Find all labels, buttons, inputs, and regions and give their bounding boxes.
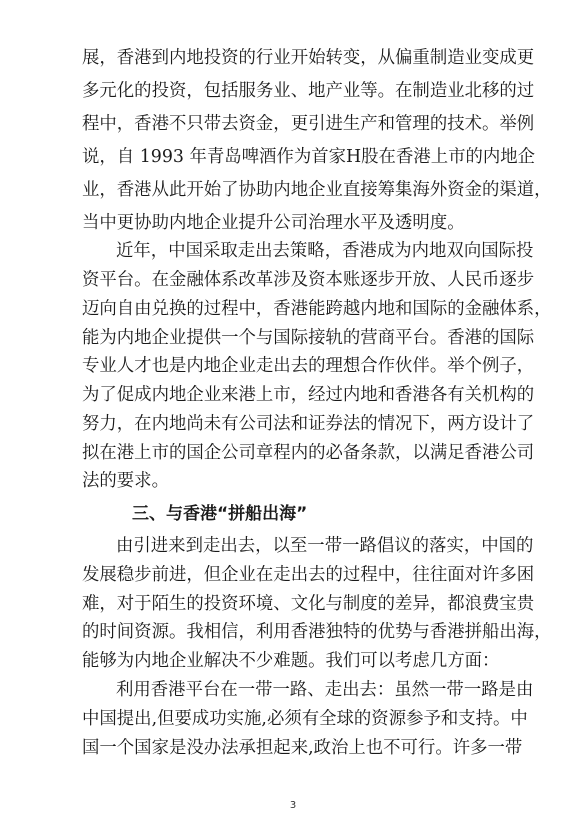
paragraph-2-line-7: 努力，在内地尚未有公司法和证券法的情况下，两方设计了 [82,414,535,434]
paragraph-4-line-2: 中国提出,但要成功实施,必须有全球的资源参予和支持。中 [82,709,528,729]
paragraph-1-line-6: 当中更协助内地企业提升公司治理水平及透明度。 [82,213,465,233]
paragraph-2-line-8: 拟在港上市的国企公司章程内的必备条款，以满足香港公司 [82,443,535,463]
paragraph-3-line-5: 能够为内地企业解决不少难题。我们可以考虑几方面： [82,651,500,671]
paragraph-4-line-1: 利用香港平台在一带一路、走出去：虽然一带一路是由 [116,680,534,700]
paragraph-2-line-9: 法的要求。 [82,471,169,491]
paragraph-3-line-2: 发展稳步前进，但企业在走出去的过程中，往往面对许多困 [82,565,535,585]
paragraph-2-line-3: 迈向自由兑换的过程中，香港能跨越内地和国际的金融体系， [82,299,552,319]
paragraph-3-line-4: 的时间资源。我相信，利用香港独特的优势与香港拼船出海， [82,622,552,642]
paragraph-1-line-4: 说，自 1993 年青岛啤酒作为首家H股在香港上市的内地企 [82,147,536,167]
paragraph-1-line-2: 多元化的投资，包括服务业、地产业等。在制造业北移的过 [82,81,535,101]
paragraph-1-line-5: 业，香港从此开始了协助内地企业直接筹集海外资金的渠道， [82,180,552,200]
paragraph-1-line-1: 展，香港到内地投资的行业开始转变，从偏重制造业变成更 [82,48,535,68]
paragraph-2-line-4: 能为内地企业提供一个与国际接轨的营商平台。香港的国际 [82,328,535,348]
paragraph-2-line-1: 近年，中国采取走出去策略，香港成为内地双向国际投 [116,241,534,261]
paragraph-2-line-5: 专业人才也是内地企业走出去的理想合作伙伴。举个例子， [82,356,535,376]
paragraph-1-line-3: 程中，香港不只带去资金，更引进生产和管理的技术。举例 [82,114,535,134]
paragraph-3-line-1: 由引进来到走出去，以至一带一路倡议的落实，中国的 [116,536,534,556]
section-heading: 三、与香港“拼船出海” [132,504,308,524]
paragraph-2-line-2: 资平台。在金融体系改革涉及资本账逐步开放、人民币逐步 [82,270,535,290]
paragraph-4-line-3: 国一个国家是没办法承担起来,政治上也不可行。许多一带 [82,738,523,758]
paragraph-3-line-3: 难，对于陌生的投资环境、文化与制度的差异，都浪费宝贵 [82,594,535,614]
page-number: 3 [289,800,297,811]
paragraph-2-line-6: 为了促成内地企业来港上市，经过内地和香港各有关机构的 [82,385,535,405]
